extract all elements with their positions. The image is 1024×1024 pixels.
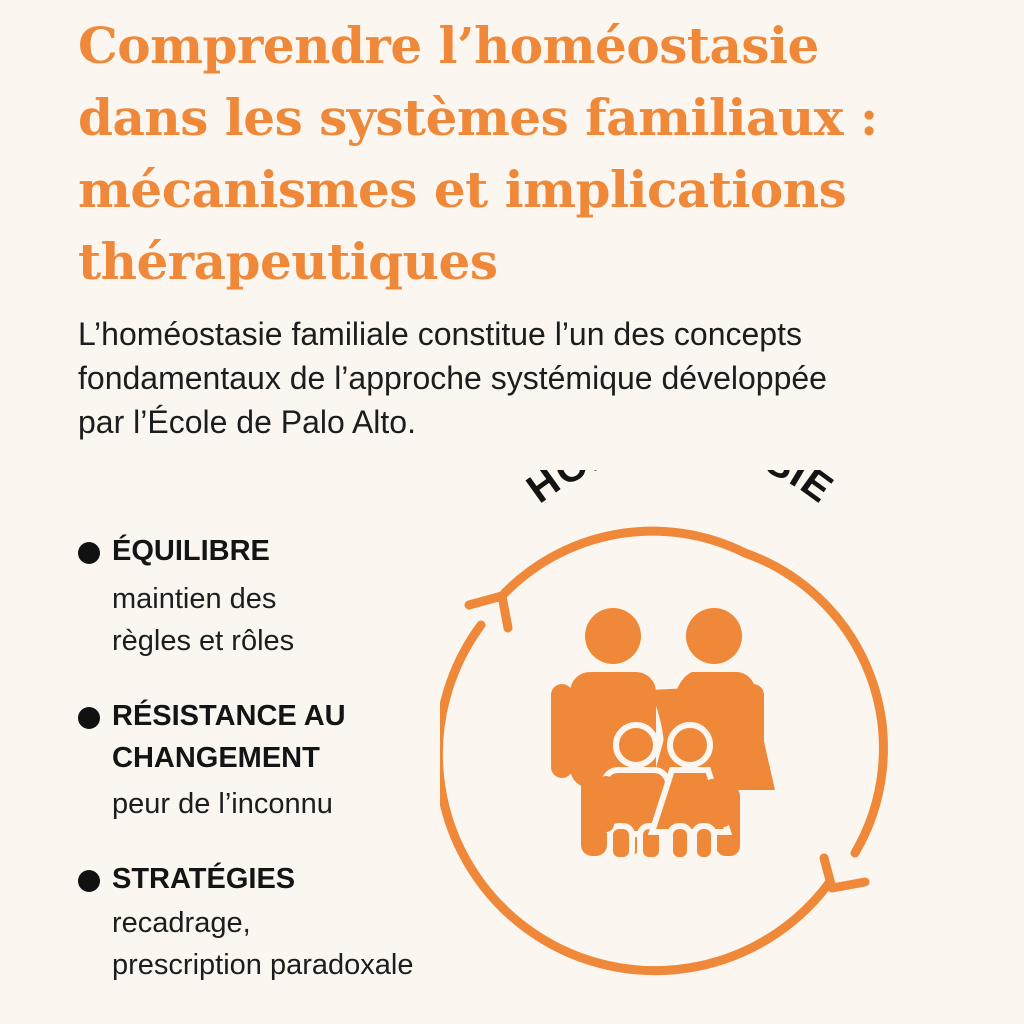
bullet-title: RÉSISTANCE AU bbox=[112, 700, 346, 732]
title-line: thérapeutiques bbox=[78, 232, 498, 291]
bullet-description: recadrage, bbox=[112, 907, 251, 939]
title-line: dans les systèmes familiaux : bbox=[78, 88, 878, 147]
bullet-description: maintien des bbox=[112, 583, 277, 615]
bullet-dot-icon bbox=[78, 707, 100, 729]
bullet-title: ÉQUILIBRE bbox=[112, 535, 270, 567]
title-line: mécanismes et implications bbox=[78, 160, 847, 219]
bullet-description: règles et rôles bbox=[112, 625, 295, 657]
intro-line: par l’École de Palo Alto. bbox=[78, 404, 416, 440]
intro-paragraph bbox=[78, 312, 978, 444]
homeostasis-diagram bbox=[440, 470, 910, 990]
diagram-svg bbox=[440, 470, 910, 990]
intro-line: fondamentaux de l’approche systémique développée bbox=[78, 360, 827, 396]
bullet-description: prescription paradoxale bbox=[112, 949, 414, 981]
bullet-dot-icon bbox=[78, 542, 100, 564]
page-title bbox=[78, 10, 998, 298]
bullet-title: STRATÉGIES bbox=[112, 863, 296, 895]
arc-label: H IE bbox=[519, 470, 842, 512]
bullet-title: CHANGEMENT bbox=[112, 742, 320, 774]
intro-line: L’homéostasie familiale constitue l’un des concepts bbox=[78, 316, 802, 352]
family-icon bbox=[551, 608, 775, 860]
bullet-description: peur de l’inconnu bbox=[112, 788, 333, 820]
title-line: Comprendre l’homéostasie bbox=[78, 16, 819, 75]
bullet-dot-icon bbox=[78, 870, 100, 892]
